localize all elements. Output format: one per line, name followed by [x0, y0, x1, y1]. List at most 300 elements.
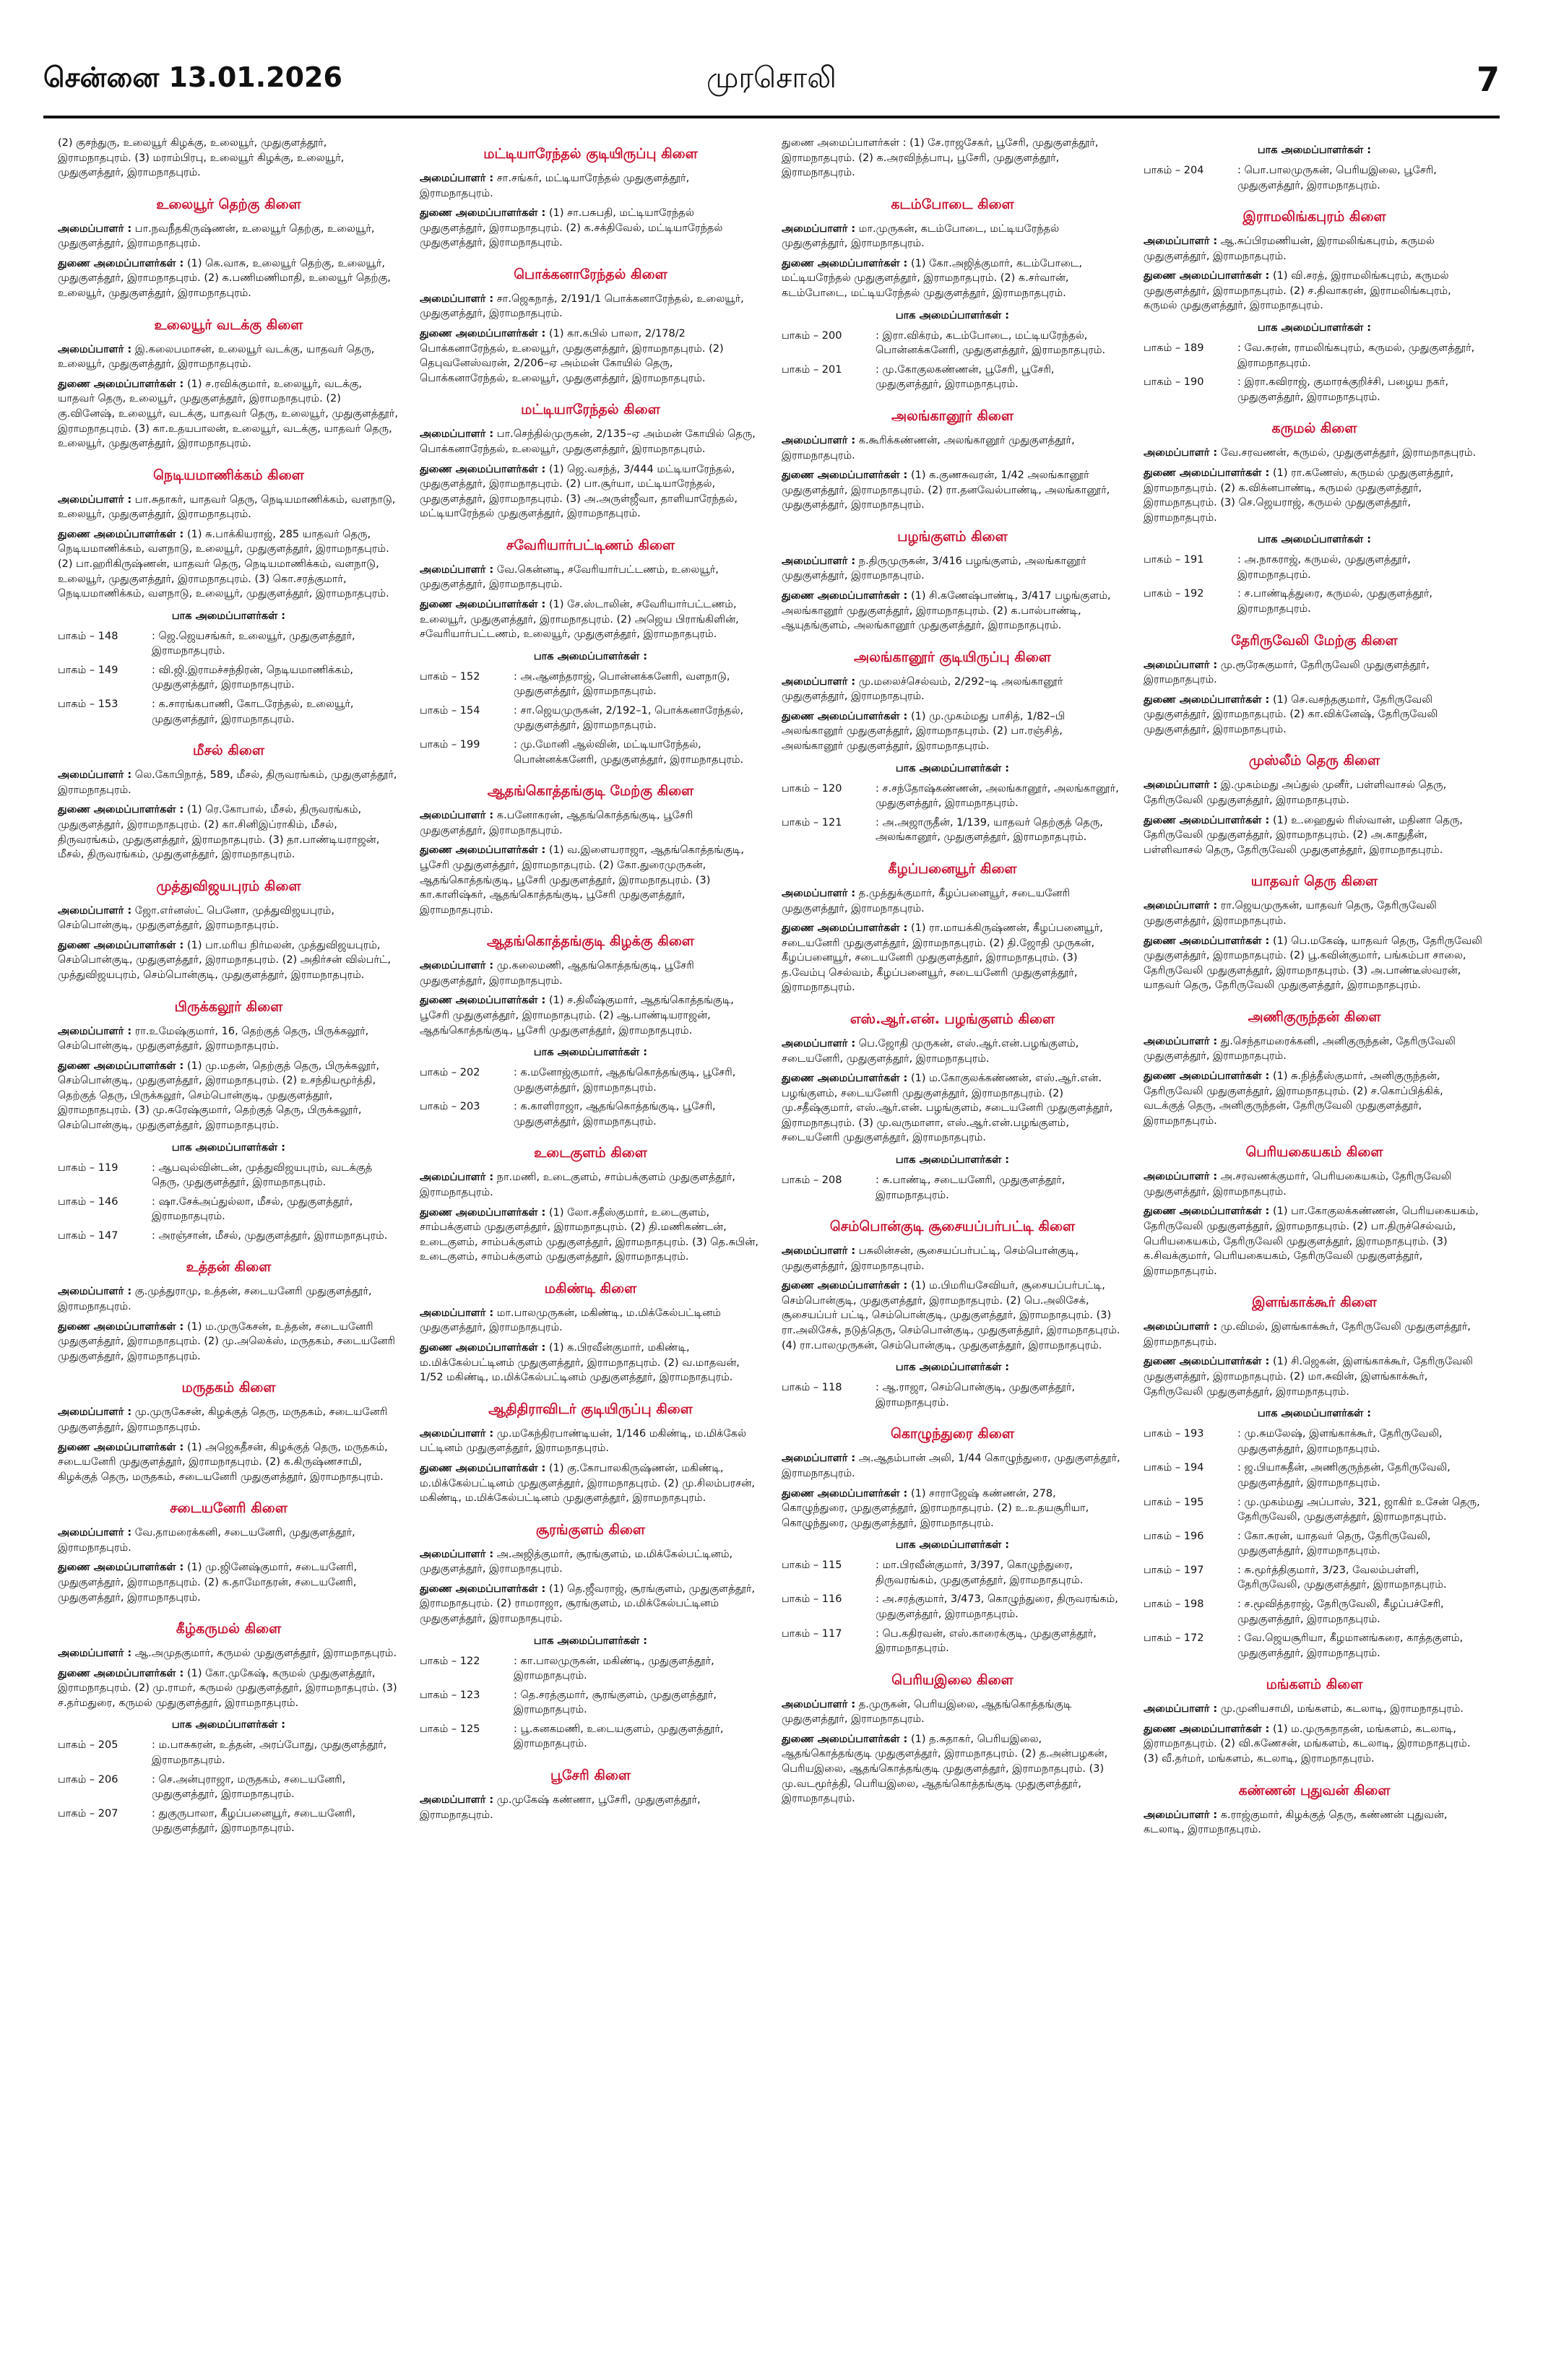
- deputy-names: (1) ம.பிமரியசேவியர், சூசையப்பர்பட்டி, செம்பொன்குடி, முதுகுளத்தூர், இராமநாதபுரம். (2) பெ.அலிசேக், சூசையப்பர் பட்டி, செம்பொன்குடி, முதுகுளத்தூர், இராமநாதபுரம். (3) ரா.அலிசேக், நடுத்தெரு, செம்பொன்குடி, முதுகுளத்தூர், இராமநாதபுரம். (4) ரா.பாலமுருகன், செம்பொன்குடி, முதுகுளத்தூர், இராமநாதபுரம்.: [782, 1280, 1120, 1351]
- booth-row: [58, 663, 399, 693]
- page-number: 7: [1476, 60, 1500, 99]
- section-title: கொழுந்துரை கிளை: [891, 1426, 1014, 1442]
- deputy-names: (1) மு.ஜினேஷ்குமார், சடையனேரி, முதுகுளத்தூர், இராமநாதபுரம். (2) க.தாமோதரன், சடையனேரி, முதுகுளத்தூர், இராமநாதபுரம்.: [58, 1562, 358, 1604]
- booth-number: பாகம் – 194: [1144, 1462, 1204, 1474]
- organizer-label: அமைப்பாளர் :: [1144, 1703, 1218, 1715]
- booth-row: [58, 1229, 399, 1244]
- booth-organizers-heading: பாக அமைப்பாளர்கள் :: [895, 1362, 1010, 1374]
- booth-number: பாகம் – 149: [58, 664, 118, 676]
- organizer-label: அமைப்பாளர் :: [782, 222, 856, 235]
- deputy-label: துணை அமைப்பாளர்கள் :: [420, 844, 546, 857]
- booth-number: பாகம் – 125: [420, 1723, 480, 1735]
- booth-number: பாகம் – 146: [58, 1195, 118, 1208]
- organizer-name: க.கூரிக்கண்ணன், அலங்கானூர் முதுகுளத்தூர், இராமநாதபுரம்.: [782, 434, 1075, 462]
- booth-organizers-heading: பாக அமைப்பாளர்கள் :: [1257, 534, 1372, 546]
- booth-row: [420, 1065, 761, 1095]
- organizer-name: சா.சங்கர், மட்டியாரேந்தல் முதுகுளத்தூர், இராமநாதபுரம்.: [420, 173, 690, 199]
- organizer-entry: [58, 1024, 399, 1054]
- deputy-organizers-entry: [782, 709, 1123, 754]
- organizer-label: அமைப்பாளர் :: [1144, 1171, 1218, 1183]
- booth-row: [1144, 1529, 1485, 1559]
- organizer-entry: [1144, 899, 1485, 928]
- booth-organizer: : மா.பிரவீன்குமார், 3/397, கொழுந்துரை, திருவரங்கம், முதுகுளத்தூர், இராமநாதபுரம்.: [876, 1559, 1084, 1586]
- deputy-organizers-entry: [1144, 693, 1485, 737]
- booth-number: பாகம் – 198: [1144, 1598, 1204, 1610]
- deputy-organizers-entry: [58, 1059, 399, 1133]
- booth-row: [1144, 1461, 1485, 1490]
- booth-organizer: : அ.அஜாருதீன், 1/139, யாதவர் தெற்குத் தெரு, அலங்கானூர், முதுகுளத்தூர், இராமநாதபுரம்.: [876, 816, 1103, 844]
- booth-organizer: : வே.ஜெயசூரியா, கீழமானங்கரை, காத்தகுளம், முதுகுளத்தூர், இராமநாதபுரம்.: [1237, 1632, 1464, 1659]
- organizer-name: த.முத்துக்குமார், கீழப்பனையூர், சடையனேரி முதுகுளத்தூர், இராமநாதபுரம்.: [782, 887, 1071, 914]
- booth-organizer: : அ.ஆனந்தராஜ், பொன்னக்கனேரி, வளநாடு, முதுகுளத்தூர், இராமநாதபுரம்.: [514, 670, 730, 698]
- deputy-organizers-entry: [58, 527, 399, 602]
- organizer-entry: [420, 292, 761, 321]
- deputy-names: (1) ரா.கணேஸ், கருமல் முதுகுளத்தூர், இராமநாதபுரம். (2) க.விக்னபாண்டி, கருமல் முதுகுளத்தூர், இராமநாதபுரம். (3) செ.ஜெயராஜ், கருமல் முதுகுளத்தூர், இராமநாதபுரம்.: [1144, 467, 1454, 524]
- section-title: பெரியஇலை கிளை: [891, 1671, 1013, 1688]
- deputy-organizers-entry: [1144, 934, 1485, 993]
- organizer-name: மு.முருகேசன், கிழக்குத் தெரு, மருதகம், சடையனேரி முதுகுளத்தூர், இராமநாதபுரம்.: [58, 1406, 388, 1433]
- deputy-organizers-entry: [782, 1278, 1123, 1353]
- deputy-label: துணை அமைப்பாளர்கள் :: [420, 1583, 546, 1595]
- section-title: அலங்கானூர் குடியிருப்பு கிளை: [854, 649, 1051, 665]
- section-title: அலங்கானூர் கிளை: [891, 407, 1014, 424]
- paper-name: முரசொலி: [706, 61, 837, 95]
- booth-organizer: : துகுருபாலா, கீழப்பனையூர், சடையனேரி, முதுகுளத்தூர், இராமநாதபுரம்.: [152, 1807, 356, 1835]
- deputy-names: (1) அஜெகதீசன், கிழக்குத் தெரு, மருதகம், சடையனேரி முதுகுளத்தூர், இராமநாதபுரம். (2) க.கிருஷ்ணசாமி, கிழக்குத் தெரு, மருதகம், சடையனேரி முதுகுளத்தூர், இராமநாதபுரம்.: [58, 1441, 388, 1483]
- organizer-name: மா.முருகன், கடம்போடை, மட்டியரேந்தல் முதுகுளத்தூர், இராமநாதபுரம்.: [782, 222, 1060, 250]
- organizer-label: அமைப்பாளர் :: [58, 1406, 132, 1419]
- column-3: [782, 136, 1123, 2344]
- booth-organizer: : ஜ.பியாசுதீன், அணிகுருந்தன், தேரிருவேலி, முதுகுளத்தூர், இராமநாதபுரம்.: [1237, 1462, 1451, 1489]
- organizer-name: து.செந்தாமரைக்கனி, அனிகுருந்தன், தேரிருவேலி முதுகுளத்தூர், இராமநாதபுரம்.: [1144, 1035, 1456, 1063]
- organizer-name: வே.கென்னடி, சவேரியார்பட்டணம், உலையூர், முதுகுளத்தூர், இராமநாதபுரம்.: [420, 563, 719, 591]
- section-title: பெரியகையகம் கிளை: [1245, 1144, 1383, 1161]
- masthead: [43, 43, 1500, 118]
- organizer-name: மு.விமல், இளங்காக்கூர், தேரிருவேலி முதுகுளத்தூர், இராமநாதபுரம்.: [1144, 1321, 1471, 1348]
- deputy-organizers-entry: [782, 468, 1123, 513]
- organizer-name: லெ.கோபிநாத், 589, மீசல், திருவரங்கம், முதுகுளத்தூர், இராமநாதபுரம்.: [58, 769, 397, 796]
- organizer-name: மு.மலைச்செல்வம், 2/292–டி அலங்கானூர் முதுகுளத்தூர், இராமநாதபுரம்.: [782, 675, 1063, 703]
- section-title: இராமலிங்கபுரம் கிளை: [1242, 209, 1386, 225]
- deputy-label: துணை அமைப்பாளர்கள் :: [1144, 1070, 1270, 1082]
- booth-organizers-heading: பாக அமைப்பாளர்கள் :: [895, 1539, 1010, 1552]
- booth-number: பாகம் – 206: [58, 1773, 118, 1786]
- deputy-label: துணை அமைப்பாளர்கள் :: [1144, 270, 1270, 282]
- organizer-label: அமைப்பாளர் :: [58, 904, 132, 917]
- booth-row: [1144, 587, 1485, 616]
- deputy-organizers-entry: [782, 1732, 1123, 1806]
- booth-organizer: : அ.சரத்குமார், 3/473, கொழுந்துரை, திருவரங்கம், முதுகுளத்தூர், இராமநாதபுரம்.: [876, 1593, 1118, 1620]
- organizer-name: மு.ரூரேசுகுமார், தேரிருவேலி முதுகுளத்தூர், இராமநாதபுரம்.: [1144, 659, 1430, 686]
- deputy-organizers-entry: [420, 206, 761, 251]
- booth-organizer: : ஆ.ராஜா, செம்பொன்குடி, முதுகுளத்தூர், இராமநாதபுரம்.: [876, 1382, 1076, 1408]
- deputy-names: (1) பா.கோகுலக்கண்ணன், பெரியகையகம், தேரிருவேலி முதுகுளத்தூர், இராமநாதபுரம். (2) பா.திருச்செல்வம், பெரியகையகம், தேரிருவேலி முதுகுளத்தூர், இராமநாதபுரம். (3) க.சிவக்குமார், பெரியகையகம், தேரிருவேலி முதுகுளத்தூர், இராமநாதபுரம்.: [1144, 1206, 1479, 1277]
- organizer-name: பா.சுதாகர், யாதவர் தெரு, நெடியமாணிக்கம், வளநாடு, உலையூர், முதுகுளத்தூர், இராமநாதபுரம்.: [58, 493, 396, 521]
- organizer-entry: [1144, 1169, 1485, 1199]
- deputy-organizers-entry: [58, 256, 399, 301]
- deputy-label: துணை அமைப்பாளர்கள் :: [420, 207, 546, 220]
- section-title: தேரிருவேலி மேற்கு கிளை: [1231, 632, 1398, 649]
- deputy-names: (1) சா.பசுபதி, மட்டியாரேந்தல் முதுகுளத்தூர், இராமநாதபுரம். (2) க.சக்திவேல், மட்டியாரேந்தல் முதுகுளத்தூர், இராமநாதபுரம்.: [420, 207, 723, 249]
- organizer-label: அமைப்பாளர் :: [782, 1698, 856, 1710]
- booth-number: பாகம் – 172: [1144, 1632, 1204, 1645]
- deputy-label: துணை அமைப்பாளர்கள் :: [1144, 467, 1270, 479]
- organizer-label: அமைப்பாளர் :: [420, 960, 494, 972]
- deputy-organizers-entry: [1144, 813, 1485, 858]
- organizer-label: அமைப்பாளர் :: [782, 434, 856, 446]
- column-1: [58, 136, 399, 2344]
- deputy-organizers-entry: [420, 1582, 761, 1627]
- deputy-names: (1) ம.முருகேசன், உத்தன், சடையனேரி முதுகுளத்தூர், இராமநாதபுரம். (2) மு.அலெக்ஸ், மருதகம், சடையனேரி முதுகுளத்தூர், இராமநாதபுரம்.: [58, 1320, 395, 1362]
- deputy-names: (1) கோ.முகேஷ், கருமல் முதுகுளத்தூர், இராமநாதபுரம். (2) மு.ராமர், கருமல் முதுகுளத்தூர், இராமநாதபுரம். (3) ச.தர்மதுரை, கருமல் முதுகுளத்தூர், இராமநாதபுரம்.: [58, 1667, 397, 1709]
- booth-row: [782, 363, 1123, 392]
- organizer-entry: [420, 959, 761, 988]
- organizer-name: நா.மணி, உடைகுளம், சாம்பக்குளம் முதுகுளத்தூர், இராமநாதபுரம்.: [420, 1172, 735, 1199]
- organizer-entry: [1144, 1320, 1485, 1349]
- booth-row: [782, 782, 1123, 811]
- organizer-entry: [782, 222, 1123, 251]
- deputy-names: (1) ம.முருகநாதன், மங்களம், கடலாடி, இராமநாதபுரம். (2) வி.கணேசன், மங்களம், கடலாடி, இராமநாதபுரம். (3) வீ.தர்மர், மங்களம், கடலாடி, இராமநாதபுரம்.: [1144, 1723, 1471, 1765]
- deputy-label: துணை அமைப்பாளர்கள் :: [1144, 1723, 1270, 1735]
- organizer-label: அமைப்பாளர் :: [420, 293, 494, 305]
- booth-number: பாகம் – 190: [1144, 376, 1204, 389]
- deputy-organizers-entry: [420, 1461, 761, 1506]
- organizer-name: ஜோ.எர்னஸ்ட் பெனோ, முத்துவிஜயபுரம், செம்பொன்குடி, முதுகுளத்தூர், இராமநாதபுரம்.: [58, 904, 334, 932]
- deputy-label: துணை அமைப்பாளர்கள் :: [420, 463, 546, 475]
- section-title: உலையூர் தெற்கு கிளை: [156, 196, 301, 212]
- deputy-organizers-entry: [1144, 1354, 1485, 1399]
- booth-organizer: : ம.பாசுகரன், உத்தன், அரப்போது, முதுகுளத்தூர், இராமநாதபுரம்.: [152, 1739, 387, 1767]
- deputy-names: (1) பெ.மகேஷ், யாதவர் தெரு, தேரிருவேலி முதுகுளத்தூர், இராமநாதபுரம். (2) பூ.கவின்குமார், பங்கம்பா சாலை, தேரிருவேலி முதுகுளத்தூர், இராமநாதபுரம். (3) அ.பாண்டீஸ்வரன், யாதவர் தெரு, தேரிருவேலி முதுகுளத்தூர், இராமநாதபுரம்.: [1144, 935, 1482, 992]
- deputy-names: (1) சே.ஸ்டாலின், சவேரியார்பட்டணம், உலையூர், முதுகுளத்தூர், இராமநாதபுரம். (2) அஜெய பிராங்கிளின், சவேரியார்பட்டணம், உலையூர், முதுகுளத்தூர், இராமநாதபுரம்.: [420, 598, 739, 641]
- booth-organizers-heading: பாக அமைப்பாளர்கள் :: [895, 1154, 1010, 1167]
- organizer-entry: [1144, 446, 1485, 461]
- organizer-label: அமைப்பாளர் :: [1144, 447, 1218, 459]
- booth-number: பாகம் – 189: [1144, 342, 1204, 355]
- deputy-label: துணை அமைப்பாளர்கள் :: [1144, 1206, 1270, 1218]
- deputy-organizers-entry: [58, 802, 399, 862]
- booth-organizer: : பெ.கதிரவன், எஸ்.காரைக்குடி, முதுகுளத்தூர், இராமநாதபுரம்.: [876, 1627, 1097, 1655]
- deputy-names: (1) வ.இளையராஜா, ஆதங்கொத்தங்குடி, பூசேரி முதுகுளத்தூர், இராமநாதபுரம். (2) கோ.துரைமுருகன், ஆதங்கொத்தங்குடி, பூசேரி முதுகுளத்தூர், இராமநாதபுரம். (3) கா.காளிஷ்கர், ஆதங்கொத்தங்குடி, பூசேரி முதுகுளத்தூர், இராமநாதபுரம்.: [420, 844, 745, 916]
- deputy-label: துணை அமைப்பாளர்கள் :: [420, 1206, 546, 1219]
- deputy-organizers-entry: [58, 1666, 399, 1711]
- section-title: கீழப்பனையூர் கிளை: [888, 860, 1017, 877]
- deputy-names: (1) சு.பாக்கியராஜ், 285 யாதவர் தெரு, நெடியமாணிக்கம், வளநாடு, உலையூர், முதுகுளத்தூர், இராமநாதபுரம். (2) பா.ஹரிகிருஷ்ணன், யாதவர் தெரு, நெடியமாணிக்கம், வளநாடு, உலையூர், முதுகுளத்தூர், இராமநாதபுரம். (3) கொ.சரத்குமார், நெடியமாணிக்கம், வளநாடு, உலையூர், முதுகுளத்தூர், இராமநாதபுரம்.: [58, 528, 389, 600]
- deputy-names: (1) வி.சரத், இராமலிங்கபுரம், கருமல் முதுகுளத்தூர், இராமநாதபுரம். (2) ச.திவாகரன், இராமலிங்கபுரம், கருமல் முதுகுளத்தூர், இராமநாதபுரம்.: [1144, 270, 1451, 312]
- deputy-organizers-entry: [782, 589, 1123, 633]
- booth-organizers-heading: பாக அமைப்பாளர்கள் :: [895, 762, 1010, 774]
- organizer-entry: [58, 768, 399, 797]
- organizer-label: அமைப்பாளர் :: [782, 675, 856, 688]
- booth-row: [1144, 163, 1485, 193]
- organizer-entry: [1144, 1808, 1485, 1838]
- section-title: பிருக்கலூர் கிளை: [174, 998, 283, 1015]
- deputy-organizers-entry: [58, 377, 399, 451]
- section-title: உத்தன் கிளை: [186, 1259, 272, 1276]
- booth-row: [782, 1173, 1123, 1203]
- booth-row: [420, 704, 761, 733]
- deputy-label: துணை அமைப்பாளர்கள் :: [782, 1073, 908, 1085]
- booth-row: [58, 1738, 399, 1767]
- organizer-entry: [782, 433, 1123, 463]
- organizer-name: கு.முத்துராமு, உத்தன், சடையனேரி முதுகுளத்தூர், இராமநாதபுரம்.: [58, 1286, 372, 1313]
- booth-number: பாகம் – 147: [58, 1229, 118, 1242]
- section-title: கீழ்கருமல் கிளை: [176, 1621, 282, 1637]
- booth-row: [1144, 341, 1485, 371]
- organizer-label: அமைப்பாளர் :: [1144, 659, 1218, 671]
- organizer-label: அமைப்பாளர் :: [420, 428, 494, 441]
- booth-row: [1144, 1631, 1485, 1661]
- section-title: முஸ்லீம் தெரு கிளை: [1248, 753, 1380, 769]
- organizer-entry: [58, 1646, 399, 1661]
- section-title: கருமல் கிளை: [1271, 420, 1357, 437]
- booth-number: பாகம் – 200: [782, 329, 842, 342]
- organizer-label: அமைப்பாளர் :: [782, 887, 856, 899]
- organizer-name: ஆ.சுப்பிரமணியன், இராமலிங்கபுரம், கருமல் முதுகுளத்தூர், இராமநாதபுரம்.: [1144, 235, 1435, 262]
- deputy-label: துணை அமைப்பாளர்கள் :: [58, 804, 184, 816]
- organizer-name: இ.முகம்மது அப்துல் முனீர், பள்ளிவாசல் தெரு, தேரிருவேலி முதுகுளத்தூர், இராமநாதபுரம்.: [1144, 779, 1447, 807]
- organizer-entry: [782, 1451, 1123, 1481]
- organizer-label: அமைப்பாளர் :: [58, 1286, 132, 1298]
- organizer-entry: [58, 493, 399, 522]
- deputy-label: துணை அமைப்பாளர்கள் :: [782, 922, 908, 935]
- deputy-names: (1) லோ.சதீஸ்குமார், உடைகுளம், சாம்பக்குளம் முதுகுளத்தூர், இராமநாதபுரம். (2) தி.மணிகண்டன், உடைகுளம், சாம்பக்குளம் முதுகுளத்தூர், இராமநாதபுரம். (3) தெ.சுபின், உடைகுளம், சாம்பக்குளம் முதுகுளத்தூர், இராமநாதபுரம்.: [420, 1206, 758, 1263]
- section-title: ஆதங்கொத்தங்குடி கிழக்கு கிளை: [487, 933, 694, 950]
- organizer-entry: [58, 222, 399, 251]
- organizer-entry: [782, 886, 1123, 916]
- deputy-label: துணை அமைப்பாளர்கள் :: [1144, 693, 1270, 706]
- organizer-label: அமைப்பாளர் :: [782, 555, 856, 567]
- organizer-name: சா.ஜெகநாத், 2/191/1 பொக்கனாரேந்தல், உலையூர், முதுகுளத்தூர், இராமநாதபுரம்.: [420, 293, 744, 320]
- booth-number: பாகம் – 208: [782, 1174, 842, 1187]
- organizer-label: அமைப்பாளர் :: [420, 173, 494, 184]
- deputy-organizers-entry: [58, 938, 399, 983]
- column-4: [1144, 136, 1485, 2344]
- organizer-entry: [420, 427, 761, 456]
- section-title: பூசேரி கிளை: [550, 1767, 631, 1784]
- booth-organizer: : சு.மூர்த்திகுமார், 3/23, வேலம்பள்ளி, தேரிருவேலி, முதுகுளத்தூர், இராமநாதபுரம்.: [1237, 1564, 1447, 1591]
- booth-organizer: : ச.மூவித்தராஜ், தேரிருவேலி, கீழப்பச்சேரி, முதுகுளத்தூர், இராமநாதபுரம்.: [1237, 1598, 1444, 1625]
- organizer-entry: [420, 1170, 761, 1200]
- deputy-names: (1) க.பிரவீன்குமார், மகிண்டி, ம.மிக்கேல்பட்டினம் முதுகுளத்தூர், இராமநாதபுரம். (2) வ.மாதவன், 1/52 மகிண்டி, ம.மிக்கேல்பட்டினம் முதுகுளத்தூர், இராமநாதபுரம்.: [420, 1342, 740, 1384]
- deputy-label: துணை அமைப்பாளர்கள் :: [782, 469, 908, 482]
- booth-number: பாகம் – 205: [58, 1739, 118, 1752]
- booth-number: பாகம் – 196: [1144, 1530, 1204, 1542]
- organizer-label: அமைப்பாளர் :: [782, 1245, 856, 1258]
- deputy-label: துணை அமைப்பாளர்கள் :: [782, 1487, 908, 1500]
- section-title: அணிகுருந்தன் கிளை: [1248, 1008, 1381, 1025]
- deputy-organizers-entry: [420, 462, 761, 522]
- deputy-label: துணை அமைப்பாளர்கள் :: [58, 1441, 184, 1453]
- deputy-names: (1) செ.வசந்தகுமார், தேரிருவேலி முதுகுளத்தூர், இராமநாதபுரம். (2) கா.விக்னேஷ், தேரிருவேலி முதுகுளத்தூர், இராமநாதபுரம்.: [1144, 693, 1438, 735]
- issue-date: சென்னை 13.01.2026: [43, 61, 342, 93]
- section-title: யாதவர் தெரு கிளை: [1250, 873, 1378, 890]
- section-title: இளங்காக்கூர் கிளை: [1252, 1294, 1377, 1311]
- organizer-entry: [782, 1697, 1123, 1727]
- deputy-label: துணை அமைப்பாளர்கள் :: [58, 1562, 184, 1574]
- booth-row: [1144, 375, 1485, 404]
- organizer-name: மு.கலைமணி, ஆதங்கொத்தங்குடி, பூசேரி முதுகுளத்தூர், இராமநாதபுரம்.: [420, 960, 694, 987]
- continued-paragraph: (2) குசந்துரு, உலையூர் கிழக்கு, உலையூர், முதுகுளத்தூர், இராமநாதபுரம். (3) மராம்பிரபு, உலையூர் கிழக்கு, உலையூர், முதுகுளத்தூர், இராமநாதபுரம்.: [58, 137, 345, 179]
- deputy-label: துணை அமைப்பாளர்கள் :: [58, 528, 184, 540]
- organizer-entry: [420, 1306, 761, 1336]
- section-title: சடையனேரி கிளை: [170, 1500, 288, 1517]
- organizer-label: அமைப்பாளர் :: [58, 222, 132, 235]
- booth-number: பாகம் – 119: [58, 1161, 118, 1174]
- booth-row: [782, 1592, 1123, 1622]
- organizer-name: ந.திருமுருகன், 3/416 பழங்குளம், அலங்கானூர் முதுகுளத்தூர், இராமநாதபுரம்.: [782, 555, 1086, 582]
- booth-number: பாகம் – 154: [420, 704, 480, 717]
- section-title: மட்டியாரேந்தல் குடியிருப்பு கிளை: [483, 146, 698, 162]
- organizer-name: இ.கலைபமாசன், உலையூர் வடக்கு, யாதவர் தெரு, உலையூர், முதுகுளத்தூர், இராமநாதபுரம்.: [58, 343, 375, 371]
- deputy-organizers-entry: [420, 1206, 761, 1265]
- organizer-entry: [58, 1405, 399, 1435]
- section-title: மங்களம் கிளை: [1266, 1676, 1363, 1693]
- booth-organizers-heading: பாக அமைப்பாளர்கள் :: [1257, 144, 1372, 156]
- booth-organizer: : க.சாரங்கபாணி, கோடரேந்தல், உலையூர், முதுகுளத்தூர், இராமநாதபுரம்.: [152, 698, 354, 725]
- organizer-entry: [1144, 234, 1485, 264]
- booth-organizers-heading: பாக அமைப்பாளர்கள் :: [1257, 1408, 1372, 1420]
- deputy-names: (1) மு.முகம்மது பாசித், 1/82–பி அலங்கானூர் முதுகுளத்தூர், இராமநாதபுரம். (2) பா.ரஞ்சித், அலங்கானூர் முதுகுளத்தூர், இராமநாதபுரம்.: [782, 710, 1066, 753]
- organizer-label: அமைப்பாளர் :: [58, 1527, 132, 1539]
- section-title: முத்துவிஜயபுரம் கிளை: [156, 878, 301, 894]
- booth-row: [1144, 1495, 1485, 1525]
- booth-organizer: : பூ.கனகமணி, உடையகுளம், முதுகுளத்தூர், இராமநாதபுரம்.: [514, 1723, 724, 1750]
- booth-organizer: : இரா.விக்ரம், கடம்போடை, மட்டியரேந்தல், பொன்னக்கனேரி, முதுகுளத்தூர், இராமநாதபுரம்.: [876, 329, 1106, 357]
- deputy-organizers-entry: [420, 326, 761, 386]
- deputy-label: துணை அமைப்பாளர்கள் :: [420, 995, 546, 1007]
- continued-paragraph: துணை அமைப்பாளர்கள் : (1) சே.ராஜசேகர், பூசேரி, முதுகுளத்தூர், இராமநாதபுரம். (2) க.அரவிந்த்பாபு, பூசேரி, முதுகுளத்தூர், இராமநாதபுரம்.: [782, 137, 1099, 179]
- organizer-label: அமைப்பாளர் :: [420, 1307, 494, 1319]
- organizer-name: ரா.உமேஷ்குமார், 16, தெற்குத் தெரு, பிருக்கலூர், செம்பொன்குடி, முதுகுளத்தூர், இராமநாதபுரம்.: [58, 1025, 369, 1052]
- booth-organizer: : ச.பாண்டித்துரை, கருமல், முதுகுளத்தூர், இராமநாதபுரம்.: [1237, 588, 1433, 615]
- booth-organizer: : செ.அன்புராஜா, மருதகம், சடையனேரி, முதுகுளத்தூர், இராமநாதபுரம்.: [152, 1773, 346, 1801]
- deputy-names: (1) சி.கணேஷ்பாண்டி, 3/417 பழங்குளம், அலங்கானூர் முதுகுளத்தூர், இராமநாதபுரம். (2) க.பால்பாண்டி, ஆயுதங்குளம், அலங்கானூர் முதுகுளத்தூர், இராமநாதபுரம்.: [782, 589, 1111, 632]
- organizer-entry: [420, 808, 761, 838]
- booth-number: பாகம் – 199: [420, 739, 480, 751]
- deputy-names: (1) ம.கோகுலக்கண்ணன், எஸ்.ஆர்.என். பழங்குளம், சடையனேரி முதுகுளத்தூர், இராமநாதபுரம். (2) மு.சதீஷ்குமார், எஸ்.ஆர்.என். பழங்குளம், சடையனேரி முதுகுளத்தூர், இராமநாதபுரம். (3) மு.வருமாளா, எஸ்.ஆர்.என்.பழங்குளம், சடையனேரி முதுகுளத்தூர், இராமநாதபுரம்.: [782, 1073, 1113, 1144]
- organizer-name: த.முருகன், பெரியஇலை, ஆதங்கொத்தங்குடி முதுகுளத்தூர், இராமநாதபுரம்.: [782, 1698, 1072, 1726]
- section-title: உலையூர் வடக்கு கிளை: [154, 316, 303, 333]
- deputy-organizers-entry: [58, 1560, 399, 1605]
- booth-organizers-heading: பாக அமைப்பாளர்கள் :: [533, 650, 648, 662]
- deputy-names: (1) பா.மரிய நிர்மலன், முத்துவிஜயபுரம், செம்பொன்குடி, முதுகுளத்தூர், இராமநாதபுரம். (2) அதிர்சன் வில்பர்ட், முத்துவிஜயபுரம், செம்பொன்குடி, முதுகுளத்தூர், இராமநாதபுரம்.: [58, 939, 392, 981]
- deputy-organizers-entry: [420, 993, 761, 1038]
- organizer-name: மு.மகேந்திரபாண்டியன், 1/146 மகிண்டி, ம.மிக்கேல் பட்டினம் முதுகுளத்தூர், இராமநாதபுரம்.: [420, 1427, 747, 1455]
- section-title: கண்ணன் புதுவன் கிளை: [1238, 1782, 1391, 1799]
- booth-number: பாகம் – 122: [420, 1655, 480, 1667]
- booth-number: பாகம் – 197: [1144, 1564, 1204, 1576]
- booth-number: பாகம் – 118: [782, 1382, 842, 1394]
- deputy-label: துணை அமைப்பாளர்கள் :: [1144, 1356, 1270, 1368]
- organizer-label: அமைப்பாளர் :: [420, 1427, 494, 1440]
- deputy-organizers-entry: [1144, 1204, 1485, 1278]
- organizer-name: அ.ஆதம்பான் அலி, 1/44 கொழுந்துரை, முதுகுளத்தூர், இராமநாதபுரம்.: [782, 1453, 1120, 1479]
- booth-row: [1144, 553, 1485, 582]
- booth-row: [420, 1654, 761, 1684]
- booth-organizers-heading: பாக அமைப்பாளர்கள் :: [171, 610, 286, 622]
- organizer-label: அமைப்பாளர் :: [58, 1025, 132, 1037]
- deputy-label: துணை அமைப்பாளர்கள் :: [420, 1462, 546, 1474]
- booth-number: பாகம் – 152: [420, 670, 480, 683]
- booth-number: பாகம் – 120: [782, 782, 842, 795]
- organizer-entry: [58, 1526, 399, 1555]
- deputy-organizers-entry: [782, 256, 1123, 301]
- organizer-entry: [1144, 1034, 1485, 1064]
- organizer-entry: [1144, 1702, 1485, 1717]
- organizer-label: அமைப்பாளர் :: [1144, 1035, 1218, 1047]
- booth-row: [58, 697, 399, 727]
- booth-number: பாகம் – 148: [58, 630, 118, 642]
- booth-row: [58, 1161, 399, 1190]
- deputy-organizers-entry: [58, 1440, 399, 1485]
- booth-number: பாகம் – 192: [1144, 588, 1204, 600]
- organizer-entry: [420, 563, 761, 592]
- section-title: மருதகம் கிளை: [181, 1380, 276, 1396]
- booth-organizer: : ஆபவுல்வின்டன், முத்துவிஜயபுரம், வடக்குத் தெரு, முதுகுளத்தூர், இராமநாதபுரம்.: [152, 1161, 373, 1189]
- section-title: எஸ்.ஆர்.என். பழங்குளம் கிளை: [850, 1011, 1055, 1027]
- booth-number: பாகம் – 204: [1144, 165, 1204, 176]
- section-title: செம்பொன்குடி சூசையப்பர்பட்டி கிளை: [829, 1219, 1076, 1235]
- deputy-organizers-entry: [420, 597, 761, 642]
- organizer-name: அ.சரவணக்குமார், பெரியகையகம், தேரிருவேலி முதுகுளத்தூர், இராமநாதபுரம்.: [1144, 1171, 1452, 1198]
- booth-organizer: : மு.முகம்மது அப்பாஸ், 321, ஜாகிர் உசேன் தெரு, தேரிருவேலி, முதுகுளத்தூர், இராமநாதபுரம்.: [1237, 1496, 1480, 1523]
- booth-organizer: : வே.சுரன், ராமலிங்கபுரம், கருமல், முதுகுளத்தூர், இராமநாதபுரம்.: [1237, 342, 1475, 369]
- section-title: ஆதிதிராவிடர் குடியிருப்பு கிளை: [488, 1401, 693, 1417]
- booth-organizer: : மு.மோனி ஆல்வின், மட்டியாரேந்தல், பொன்னக்கனேரி, முதுகுளத்தூர், இராமநாதபுரம்.: [514, 739, 744, 766]
- booth-number: பாகம் – 115: [782, 1559, 842, 1572]
- booth-row: [782, 1558, 1123, 1588]
- booth-number: பாகம் – 207: [58, 1807, 118, 1819]
- booth-row: [782, 815, 1123, 845]
- booth-row: [420, 1722, 761, 1752]
- deputy-names: (1) ரா.மாயக்கிருஷ்ணன், கீழப்பனையூர், சடையனேரி முதுகுளத்தூர், இராமநாதபுரம். (2) தி.ஜோதி முருகன், கீழப்பனையூர், சடையனேரி முதுகுளத்தூர், இராமநாதபுரம். (3) த.வேம்பு செல்வம், கீழப்பனையூர், சடையனேரி முதுகுளத்தூர், இராமநாதபுரம்.: [782, 922, 1103, 994]
- deputy-label: துணை அமைப்பாளர்கள் :: [58, 378, 184, 390]
- organizer-entry: [782, 675, 1123, 704]
- organizer-name: பா.நவநீதகிருஷ்ணன், உலையூர் தெற்கு, உலையூர், முதுகுளத்தூர், இராமநாதபுரம்.: [58, 222, 375, 250]
- deputy-label: துணை அமைப்பாளர்கள் :: [1144, 935, 1270, 947]
- organizer-label: அமைப்பாளர் :: [1144, 900, 1218, 912]
- deputy-label: துணை அமைப்பாளர்கள் :: [58, 939, 184, 951]
- booth-organizers-heading: பாக அமைப்பாளர்கள் :: [895, 309, 1010, 321]
- section-title: சவேரியார்பட்டிணம் கிளை: [506, 537, 675, 553]
- organizer-label: அமைப்பாளர் :: [58, 343, 132, 355]
- organizer-entry: [420, 1547, 761, 1577]
- booth-number: பாகம் – 153: [58, 698, 118, 711]
- organizer-label: அமைப்பாளர் :: [1144, 1809, 1218, 1821]
- organizer-entry: [420, 1793, 761, 1822]
- organizer-entry: [420, 1427, 761, 1456]
- section-title: பொக்கனாரேந்தல் கிளை: [514, 266, 667, 282]
- organizer-name: பா.செந்தில்முருகன், 2/135–ஏ அம்மன் கோயில் தெரு, பொக்கனாரேந்தல், உலையூர், முதுகுளத்தூர், இராமநாதபுரம்.: [420, 428, 756, 455]
- booth-organizers-heading: பாக அமைப்பாளர்கள் :: [171, 1141, 286, 1154]
- deputy-label: துணை அமைப்பாளர்கள் :: [1144, 814, 1270, 826]
- deputy-organizers-entry: [782, 921, 1123, 995]
- organizer-label: அமைப்பாளர் :: [58, 769, 132, 782]
- booth-organizer: : கா.பாலமுருகன், மகிண்டி, முதுகுளத்தூர், இராமநாதபுரம்.: [514, 1655, 714, 1682]
- deputy-label: துணை அமைப்பாளர்கள் :: [782, 1280, 908, 1292]
- deputy-names: (1) மு.மதன், தெற்குத் தெரு, பிருக்கலூர், செம்பொன்குடி, முதுகுளத்தூர், இராமநாதபுரம். (2) உசந்தியமூர்த்தி, தெற்குத் தெரு, பிருக்கலூர், செம்பொன்குடி, முதுகுளத்தூர், இராமநாதபுரம். (3) மு.சுரேஷ்குமார், தெற்குத் தெரு, பிருக்கலூர், செம்பொன்குடி, முதுகுளத்தூர், இராமநாதபுரம்.: [58, 1060, 380, 1132]
- booth-row: [782, 1380, 1123, 1410]
- deputy-label: துணை அமைப்பாளர்கள் :: [782, 710, 908, 722]
- organizer-name: மு.முகேஷ் கண்ணா, பூசேரி, முதுகுளத்தூர், இராமநாதபுரம்.: [420, 1794, 701, 1821]
- booth-number: பாகம் – 116: [782, 1593, 842, 1606]
- deputy-names: (1) ச.ரவிக்குமார், உலையூர், வடக்கு, யாதவர் தெரு, உலையூர், முதுகுளத்தூர், இராமநாதபுரம். (2) கு.வினேஷ், உலையூர், வடக்கு, யாதவர் தெரு, உலையூர், முதுகுளத்தூர், இராமநாதபுரம். (3) கா.உதயபாலன், உலையூர், வடக்கு, யாதவர் தெரு, உலையூர், முதுகுளத்தூர், இராமநாதபுரம்.: [58, 378, 398, 450]
- organizer-label: அமைப்பாளர் :: [1144, 779, 1218, 792]
- deputy-label: துணை அமைப்பாளர்கள் :: [58, 1060, 184, 1072]
- organizer-name: ரா.ஜெயமுருகன், யாதவர் தெரு, தேரிருவேலி முதுகுளத்தூர், இராமநாதபுரம்.: [1144, 900, 1437, 927]
- deputy-names: (1) சாராஜேஷ் கண்ணன், 278, கொழுந்துரை, முதுகுளத்தூர், இராமநாதபுரம். (2) உ.உதயசூரியா, கொழுந்துரை, முதுகுளத்தூர், இராமநாதபுரம்.: [782, 1487, 1089, 1529]
